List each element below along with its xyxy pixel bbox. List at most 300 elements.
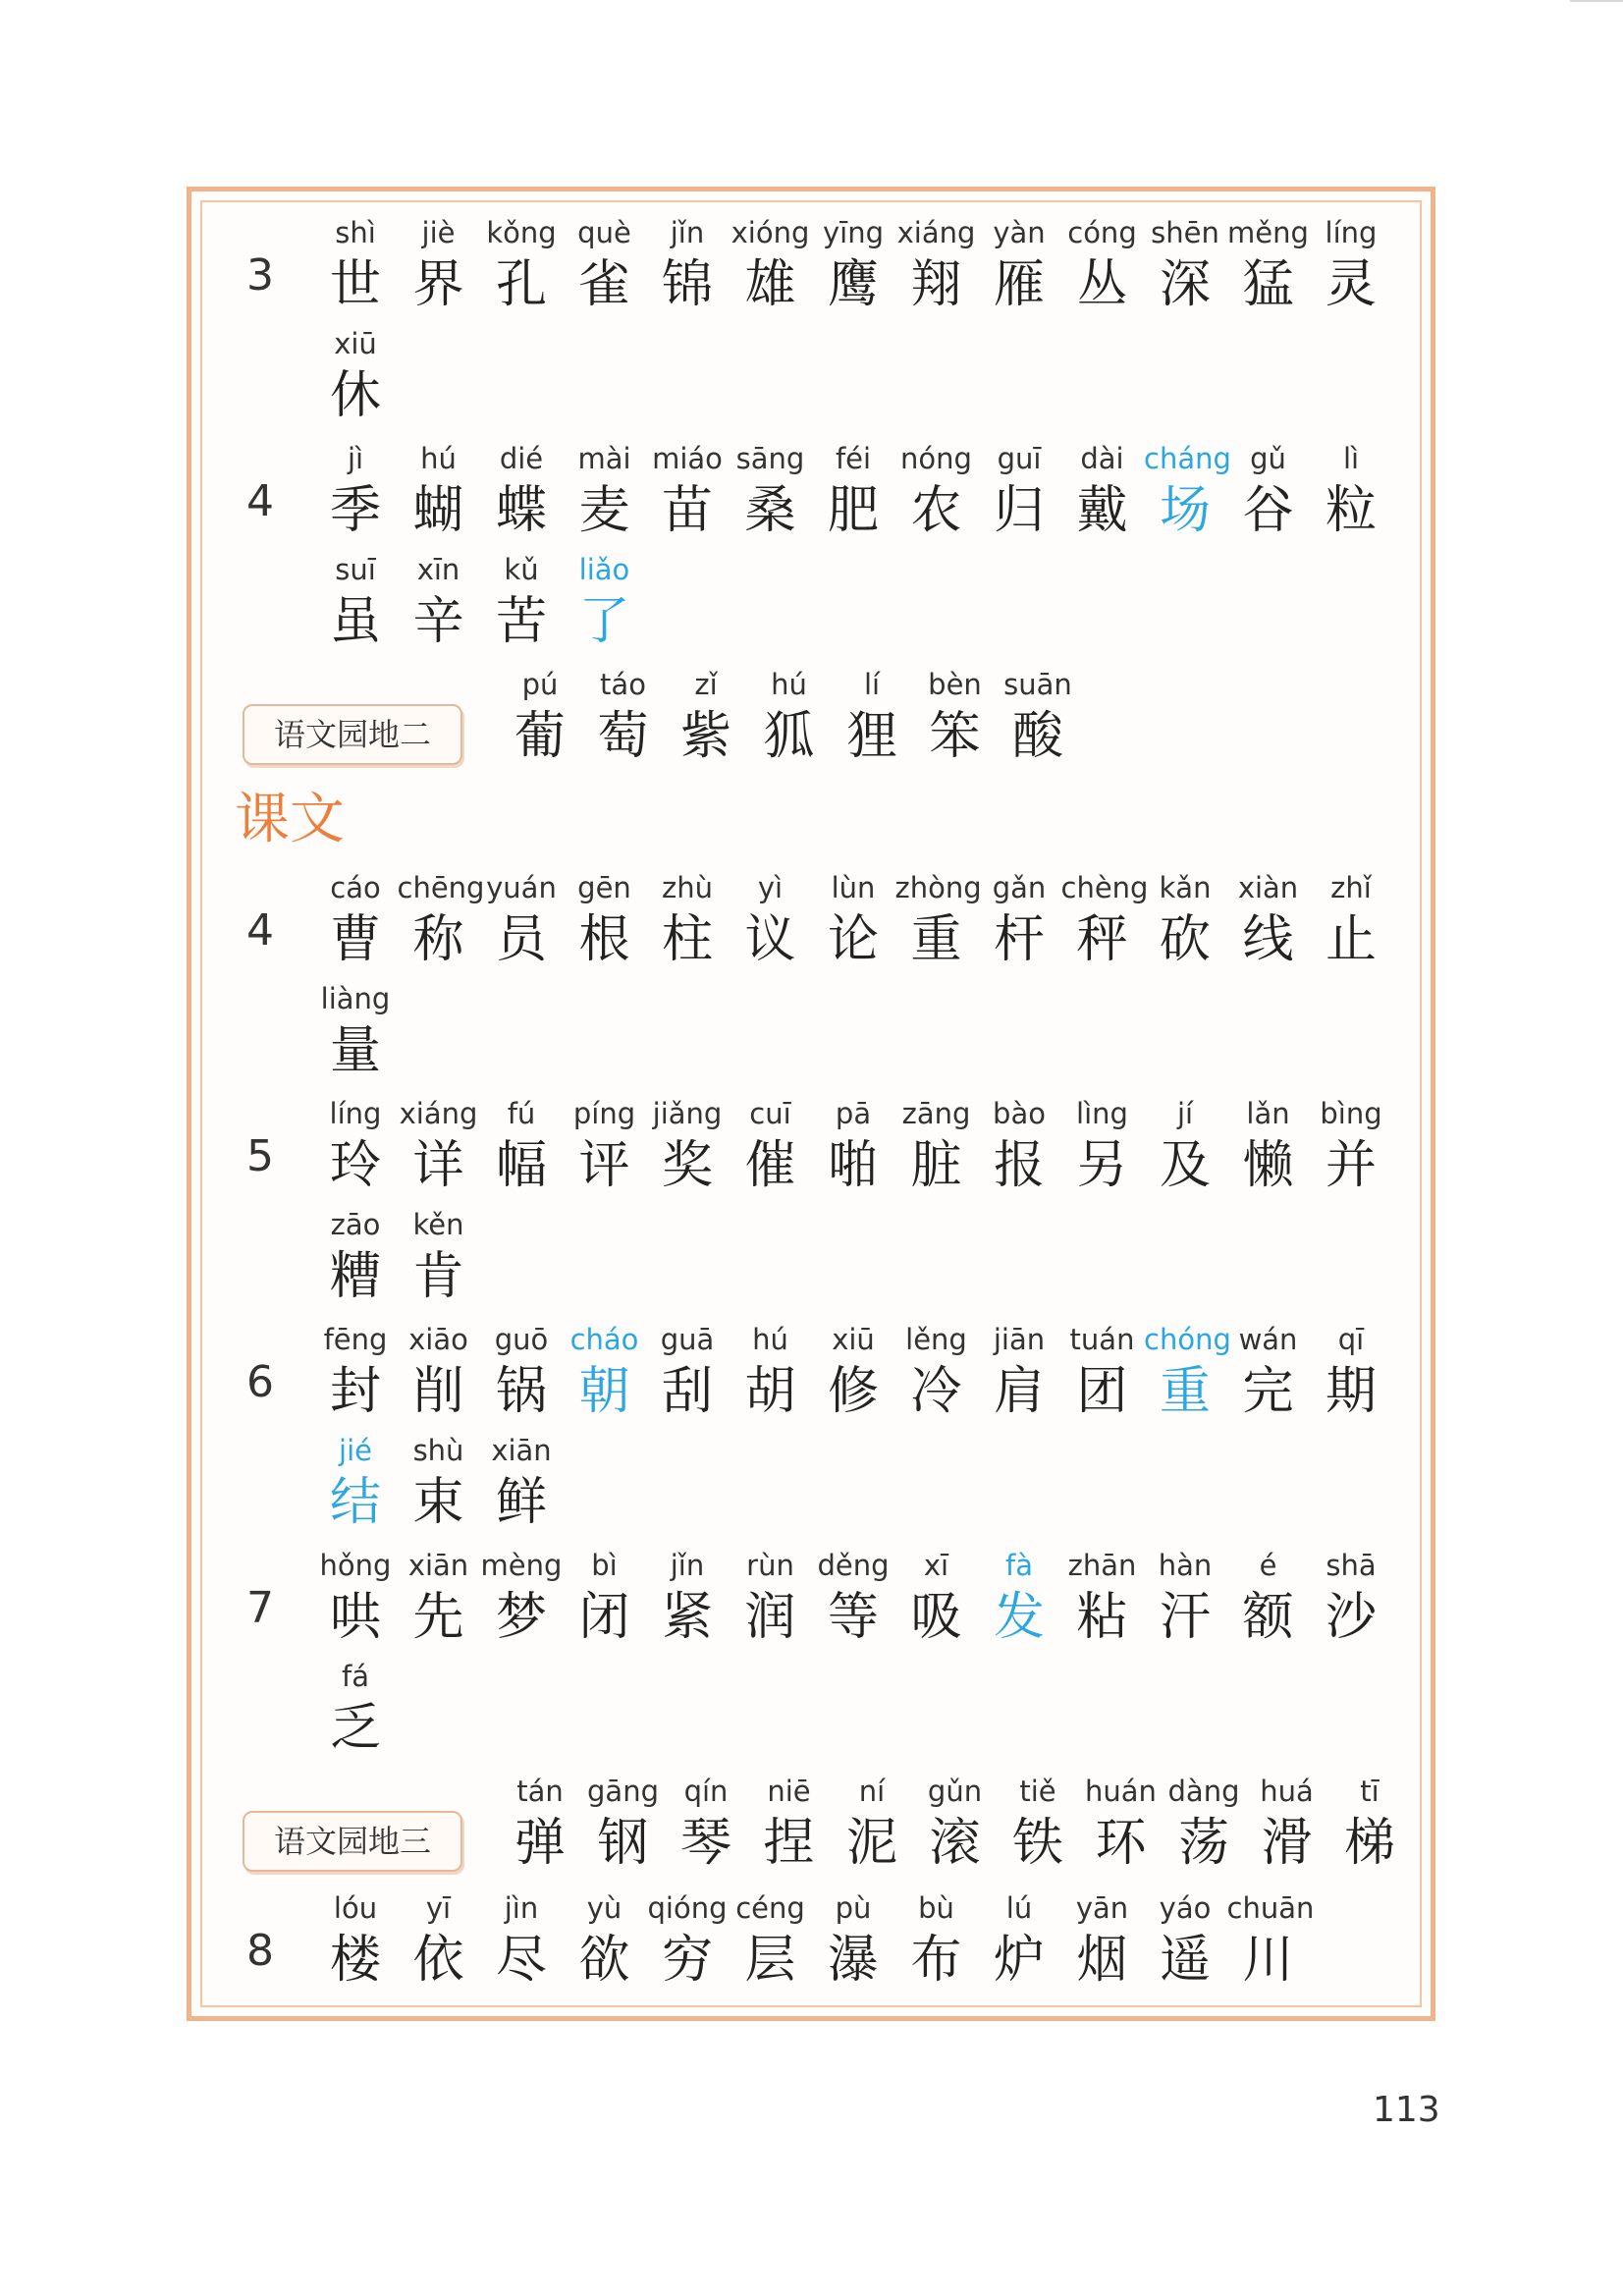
vocab-char xyxy=(397,868,485,972)
hanzi: 催 xyxy=(744,1136,796,1195)
vocab-char xyxy=(480,1320,563,1424)
hanzi: 虽 xyxy=(329,592,381,651)
vocab-char xyxy=(398,1888,480,1993)
pinyin: shì xyxy=(335,216,376,249)
hanzi: 川 xyxy=(1242,1931,1294,1990)
hanzi: 了 xyxy=(578,592,630,651)
pinyin: gāng xyxy=(587,1775,659,1808)
vocab-char xyxy=(1080,1772,1163,1876)
pinyin: yīng xyxy=(822,216,884,249)
pinyin: zhǐ xyxy=(1330,871,1372,904)
pinyin: chēng xyxy=(397,871,485,904)
pinyin: hǒng xyxy=(319,1549,392,1582)
pinyin: chóng xyxy=(1144,1323,1231,1356)
pinyin: guī xyxy=(997,442,1042,475)
vocab-char xyxy=(646,213,729,317)
pinyin: zhān xyxy=(1067,1549,1137,1582)
hanzi: 刮 xyxy=(661,1362,713,1421)
vocab-char xyxy=(978,1320,1060,1424)
pinyin: lùn xyxy=(831,871,876,904)
vocab-char xyxy=(1310,868,1392,972)
hanzi: 砍 xyxy=(1159,910,1211,969)
hanzi: 乏 xyxy=(329,1699,381,1758)
vocab-char xyxy=(1328,1772,1411,1876)
vocab-char xyxy=(665,665,747,769)
pinyin: céng xyxy=(735,1891,805,1925)
hanzi: 桑 xyxy=(744,481,796,540)
pinyin: jǐn xyxy=(670,1549,705,1582)
vocab-char xyxy=(564,1888,646,1993)
vocab-char xyxy=(1061,1546,1144,1650)
vocab-char xyxy=(831,665,913,769)
vocab-char xyxy=(314,1431,397,1535)
hanzi: 幅 xyxy=(495,1136,547,1195)
pinyin: kǔ xyxy=(504,553,539,586)
vocab-char xyxy=(564,213,646,317)
pinyin: dié xyxy=(499,442,544,475)
lesson-number: 6 xyxy=(246,1357,274,1407)
vocab-char xyxy=(978,213,1060,317)
pinyin: mèng xyxy=(480,1549,563,1582)
pinyin: pù xyxy=(835,1891,872,1925)
pinyin: nóng xyxy=(900,442,972,475)
hanzi: 农 xyxy=(910,481,962,540)
hanzi: 鹰 xyxy=(827,255,879,314)
vocab-char xyxy=(894,868,982,972)
hanzi: 紫 xyxy=(679,707,731,766)
vocab-char xyxy=(314,213,397,317)
pinyin: jiè xyxy=(421,216,456,249)
vocab-char xyxy=(978,439,1060,543)
hanzi: 瀑 xyxy=(827,1931,879,1990)
vocab-char xyxy=(1310,1546,1392,1650)
vocab-char xyxy=(895,1094,978,1198)
pinyin: huá xyxy=(1260,1775,1314,1808)
hanzi: 雄 xyxy=(744,255,796,314)
hanzi: 炉 xyxy=(993,1931,1045,1990)
lesson-number: 5 xyxy=(246,1131,274,1181)
hanzi: 肯 xyxy=(412,1247,464,1306)
hanzi: 依 xyxy=(412,1931,464,1990)
vocab-char xyxy=(1144,1094,1226,1198)
pinyin: xiáng xyxy=(896,216,976,249)
vocab-char xyxy=(1144,439,1231,543)
hanzi: 论 xyxy=(827,910,879,969)
pinyin: xiān xyxy=(491,1434,552,1467)
hanzi: 议 xyxy=(744,910,796,969)
pinyin: yì xyxy=(757,871,784,904)
vocab-char xyxy=(398,213,480,317)
pinyin: lěng xyxy=(905,1323,967,1356)
vocab-char xyxy=(730,1546,812,1650)
hanzi: 脏 xyxy=(910,1136,962,1195)
hanzi: 润 xyxy=(744,1588,796,1647)
pinyin: ní xyxy=(858,1775,886,1808)
hanzi: 并 xyxy=(1325,1136,1377,1195)
pinyin: xiū xyxy=(832,1323,875,1356)
garden-label: 语文园地二 xyxy=(243,704,462,765)
hanzi: 归 xyxy=(993,481,1045,540)
vocab-char xyxy=(480,1431,563,1535)
hanzi: 界 xyxy=(412,255,464,314)
vocab-char xyxy=(646,1888,729,1993)
vocab-char xyxy=(1061,439,1144,543)
pinyin: guō xyxy=(494,1323,549,1356)
pinyin: táo xyxy=(600,668,646,701)
pinyin: pā xyxy=(835,1097,872,1130)
lesson-number: 3 xyxy=(246,250,274,301)
pinyin: cuī xyxy=(749,1097,791,1130)
pinyin: què xyxy=(577,216,631,249)
vocab-char xyxy=(978,1094,1060,1198)
pinyin: zāng xyxy=(901,1097,971,1130)
vocab-char xyxy=(1227,213,1310,317)
vocab-char xyxy=(895,213,978,317)
hanzi: 深 xyxy=(1159,255,1211,314)
hanzi: 葡 xyxy=(514,707,566,766)
vocab-char xyxy=(1226,1888,1315,1993)
pinyin: shā xyxy=(1325,1549,1377,1582)
hanzi: 戴 xyxy=(1076,481,1128,540)
pinyin: hàn xyxy=(1158,1549,1213,1582)
hanzi: 团 xyxy=(1076,1362,1128,1421)
vocab-char xyxy=(646,1320,729,1424)
pinyin: jǐn xyxy=(670,216,705,249)
vocab-char xyxy=(398,1320,480,1424)
pinyin: kěn xyxy=(412,1208,464,1241)
pinyin: yī xyxy=(425,1891,452,1925)
hanzi: 期 xyxy=(1325,1362,1377,1421)
vocab-char xyxy=(812,1320,894,1424)
vocab-char xyxy=(480,439,563,543)
garden-label: 语文园地三 xyxy=(243,1811,462,1872)
vocab-char xyxy=(1144,1320,1231,1424)
hanzi: 额 xyxy=(1242,1588,1294,1647)
vocab-char xyxy=(314,1546,397,1650)
hanzi: 粘 xyxy=(1076,1588,1128,1647)
vocab-char xyxy=(978,1888,1060,1993)
pinyin: bì xyxy=(591,1549,618,1582)
hanzi: 止 xyxy=(1325,910,1377,969)
hanzi: 削 xyxy=(412,1362,464,1421)
vocab-char xyxy=(1227,439,1310,543)
pinyin: miáo xyxy=(652,442,723,475)
pinyin: jiān xyxy=(993,1323,1046,1356)
hanzi: 荡 xyxy=(1177,1814,1229,1873)
pinyin: xīn xyxy=(416,553,460,586)
pinyin: liǎo xyxy=(578,553,630,586)
vocab-char xyxy=(314,1320,397,1424)
pinyin: pú xyxy=(521,668,559,701)
hanzi: 滑 xyxy=(1261,1814,1313,1873)
pinyin: lǎn xyxy=(1246,1097,1290,1130)
vocab-char xyxy=(1310,439,1392,543)
hanzi: 及 xyxy=(1159,1136,1211,1195)
hanzi: 哄 xyxy=(329,1588,381,1647)
hanzi: 曹 xyxy=(329,910,381,969)
vocab-char xyxy=(499,1772,581,1876)
vocab-char xyxy=(730,1094,812,1198)
pinyin: fà xyxy=(1005,1549,1033,1582)
hanzi: 玲 xyxy=(329,1136,381,1195)
hanzi: 环 xyxy=(1095,1814,1147,1873)
pinyin: gǔ xyxy=(1250,442,1286,475)
vocab-char xyxy=(997,1772,1079,1876)
pinyin: tī xyxy=(1360,1775,1380,1808)
hanzi: 朝 xyxy=(578,1362,630,1421)
hanzi: 结 xyxy=(329,1473,381,1532)
hanzi: 根 xyxy=(578,910,630,969)
hanzi: 吸 xyxy=(910,1588,962,1647)
vocab-char xyxy=(730,213,812,317)
vocab-char xyxy=(1061,213,1144,317)
pinyin: féi xyxy=(835,442,872,475)
hanzi: 雀 xyxy=(578,255,630,314)
hanzi: 量 xyxy=(329,1021,381,1080)
pinyin: shù xyxy=(412,1434,464,1467)
hanzi: 等 xyxy=(827,1588,879,1647)
vocab-char xyxy=(480,550,563,654)
hanzi: 修 xyxy=(827,1362,879,1421)
pinyin: lí xyxy=(863,668,881,701)
hanzi: 糟 xyxy=(329,1247,381,1306)
lesson-number: 4 xyxy=(246,476,274,526)
hanzi: 布 xyxy=(910,1931,962,1990)
pinyin: bìng xyxy=(1320,1097,1382,1130)
vocab-char xyxy=(480,1094,563,1198)
hanzi: 鲜 xyxy=(495,1473,547,1532)
vocab-char xyxy=(582,1772,665,1876)
vocab-char xyxy=(398,1546,480,1650)
vocab-char xyxy=(1227,1094,1310,1198)
vocab-char xyxy=(1310,1320,1392,1424)
hanzi: 束 xyxy=(412,1473,464,1532)
vocab-char xyxy=(1310,1094,1392,1198)
hanzi: 遥 xyxy=(1159,1931,1211,1990)
pinyin: xiāo xyxy=(408,1323,468,1356)
vocab-char xyxy=(748,1772,831,1876)
vocab-char xyxy=(480,868,563,972)
pinyin: fú xyxy=(507,1097,536,1130)
vocab-char xyxy=(314,979,397,1083)
hanzi: 层 xyxy=(744,1931,796,1990)
vocab-char xyxy=(895,1888,978,1993)
vocab-char xyxy=(314,1888,397,1993)
hanzi: 丛 xyxy=(1076,255,1128,314)
vocab-char xyxy=(1163,1772,1245,1876)
hanzi: 钢 xyxy=(597,1814,649,1873)
hanzi: 欲 xyxy=(578,1931,630,1990)
vocab-char xyxy=(564,1546,646,1650)
hanzi: 奖 xyxy=(661,1136,713,1195)
vocab-char xyxy=(398,1205,480,1309)
hanzi: 楼 xyxy=(329,1931,381,1990)
pinyin: píng xyxy=(572,1097,636,1130)
hanzi: 苦 xyxy=(495,592,547,651)
hanzi: 铁 xyxy=(1011,1814,1063,1873)
vocab-char xyxy=(499,665,581,769)
hanzi: 先 xyxy=(412,1588,464,1647)
pinyin: yàn xyxy=(993,216,1046,249)
pinyin: líng xyxy=(329,1097,382,1130)
pinyin: kǎn xyxy=(1159,871,1212,904)
hanzi: 谷 xyxy=(1242,481,1294,540)
hanzi: 休 xyxy=(329,366,381,425)
hanzi: 柱 xyxy=(661,910,713,969)
vocab-char xyxy=(1144,213,1226,317)
vocab-char xyxy=(314,550,397,654)
pinyin: děng xyxy=(817,1549,890,1582)
vocab-char xyxy=(812,213,894,317)
vocab-char xyxy=(564,550,646,654)
pinyin: zhòng xyxy=(894,871,982,904)
hanzi: 穷 xyxy=(661,1931,713,1990)
pinyin: xī xyxy=(923,1549,949,1582)
pinyin: jié xyxy=(339,1434,372,1467)
vocab-char xyxy=(398,550,480,654)
pinyin: cóng xyxy=(1067,216,1137,249)
pinyin: jí xyxy=(1176,1097,1194,1130)
hanzi: 评 xyxy=(578,1136,630,1195)
pinyin: xiàn xyxy=(1237,871,1299,904)
hanzi: 泥 xyxy=(845,1814,897,1873)
hanzi: 辛 xyxy=(412,592,464,651)
hanzi: 酸 xyxy=(1011,707,1063,766)
hanzi: 滚 xyxy=(929,1814,981,1873)
vocab-char xyxy=(730,868,812,972)
page-number: 113 xyxy=(1373,2090,1440,2130)
pinyin: cháo xyxy=(569,1323,639,1356)
vocab-char xyxy=(314,439,397,543)
hanzi: 详 xyxy=(412,1136,464,1195)
vocab-char xyxy=(314,868,397,972)
vocab-char xyxy=(812,1546,894,1650)
pinyin: líng xyxy=(1325,216,1378,249)
hanzi: 世 xyxy=(329,255,381,314)
vocab-char xyxy=(1246,1772,1328,1876)
vocab-char xyxy=(978,1546,1060,1650)
pinyin: qín xyxy=(683,1775,729,1808)
pinyin: liàng xyxy=(320,982,391,1015)
vocab-char xyxy=(646,868,729,972)
hanzi: 笨 xyxy=(929,707,981,766)
pinyin: xióng xyxy=(730,216,810,249)
hanzi: 懒 xyxy=(1242,1136,1294,1195)
pinyin: dàng xyxy=(1167,1775,1240,1808)
hanzi: 灵 xyxy=(1325,255,1377,314)
vocab-char xyxy=(480,1546,563,1650)
vocab-char xyxy=(914,1772,997,1876)
hanzi: 烟 xyxy=(1076,1931,1128,1990)
vocab-char xyxy=(895,1320,978,1424)
hanzi: 麦 xyxy=(578,481,630,540)
pinyin: qī xyxy=(1337,1323,1365,1356)
vocab-char xyxy=(812,439,894,543)
pinyin: wán xyxy=(1238,1323,1298,1356)
pinyin: é xyxy=(1259,1549,1277,1582)
pinyin: bù xyxy=(918,1891,954,1925)
lesson-number: 8 xyxy=(246,1926,274,1976)
vocab-char xyxy=(895,1546,978,1650)
hanzi: 另 xyxy=(1076,1136,1128,1195)
hanzi: 粒 xyxy=(1325,481,1377,540)
vocab-char xyxy=(1227,1320,1310,1424)
pinyin: xiū xyxy=(334,327,377,360)
vocab-char xyxy=(730,1320,812,1424)
pinyin: xiān xyxy=(407,1549,469,1582)
hanzi: 线 xyxy=(1242,910,1294,969)
hanzi: 冷 xyxy=(910,1362,962,1421)
pinyin: suān xyxy=(1003,668,1072,701)
hanzi: 员 xyxy=(495,910,547,969)
vocab-char xyxy=(582,665,665,769)
vocab-char xyxy=(480,213,563,317)
pinyin: měng xyxy=(1227,216,1309,249)
hanzi: 萄 xyxy=(597,707,649,766)
pinyin: yù xyxy=(586,1891,622,1925)
hanzi: 翔 xyxy=(910,255,962,314)
hanzi: 肩 xyxy=(993,1362,1045,1421)
vocab-char xyxy=(314,324,397,428)
pinyin: cáo xyxy=(330,871,381,904)
pinyin: zǐ xyxy=(694,668,718,701)
vocab-char xyxy=(665,1772,747,1876)
pinyin: hú xyxy=(420,442,457,475)
vocab-char xyxy=(895,439,978,543)
vocab-char xyxy=(997,665,1079,769)
pinyin: niē xyxy=(767,1775,811,1808)
hanzi: 猛 xyxy=(1242,255,1294,314)
hanzi: 汗 xyxy=(1159,1588,1211,1647)
vocab-char xyxy=(646,1546,729,1650)
pinyin: lìng xyxy=(1076,1097,1128,1130)
vocab-char xyxy=(978,868,1060,972)
page-edge-mark xyxy=(1570,0,1623,2)
pinyin: tán xyxy=(516,1775,564,1808)
hanzi: 弹 xyxy=(514,1814,566,1873)
pinyin: zhù xyxy=(662,871,713,904)
vocab-char xyxy=(564,1094,646,1198)
vocab-char xyxy=(1227,868,1310,972)
vocabulary-frame xyxy=(187,187,1435,2021)
vocab-char xyxy=(1144,1546,1226,1650)
pinyin: jìn xyxy=(504,1891,539,1925)
vocab-char xyxy=(398,1431,480,1535)
hanzi: 称 xyxy=(412,910,464,969)
pinyin: gǔn xyxy=(927,1775,983,1808)
pinyin: kǒng xyxy=(486,216,557,249)
hanzi: 琴 xyxy=(679,1814,731,1873)
pinyin: chèng xyxy=(1060,871,1149,904)
pinyin: yáo xyxy=(1159,1891,1212,1925)
hanzi: 雁 xyxy=(993,255,1045,314)
vocab-char xyxy=(748,665,831,769)
pinyin: gēn xyxy=(577,871,631,904)
pinyin: jì xyxy=(347,442,364,475)
hanzi: 啪 xyxy=(827,1136,879,1195)
pinyin: shēn xyxy=(1151,216,1219,249)
pinyin: yuán xyxy=(486,871,557,904)
vocab-char xyxy=(1060,868,1149,972)
vocab-char xyxy=(914,665,997,769)
vocab-char xyxy=(564,1320,646,1424)
hanzi: 蝴 xyxy=(412,481,464,540)
hanzi: 紧 xyxy=(661,1588,713,1647)
lesson-number: 4 xyxy=(246,905,274,956)
vocab-char xyxy=(564,868,646,972)
hanzi: 蝶 xyxy=(495,481,547,540)
pinyin: fá xyxy=(342,1660,369,1693)
